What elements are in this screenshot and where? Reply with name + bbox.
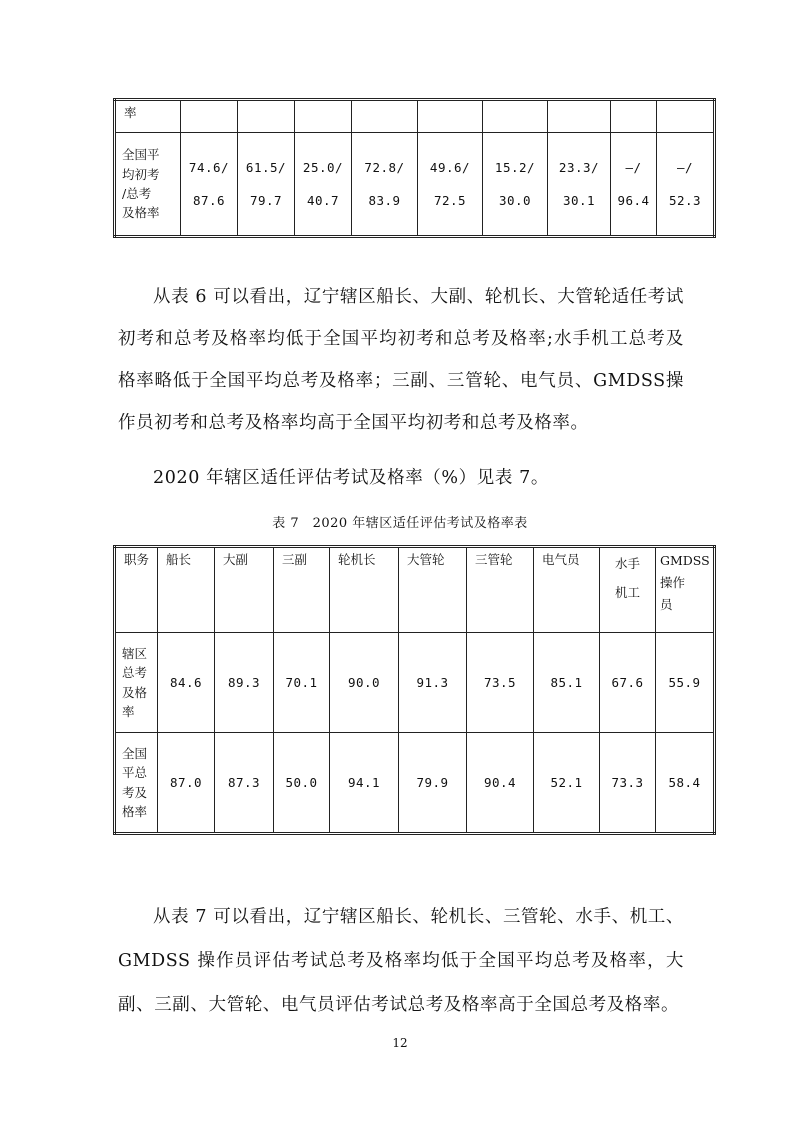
row-label: 全国 平总 考及 格率 — [115, 733, 158, 834]
table-cell: 87.3 — [215, 733, 274, 834]
table-cell: 58.4 — [656, 733, 715, 834]
table-6-continuation — [113, 98, 716, 238]
table-cell: 90.4 — [467, 733, 534, 834]
table-cell: 70.1 — [274, 633, 330, 733]
row-label-national: 全国平 均初考 /总考 及格率 — [115, 133, 181, 237]
table-cell: 61.5/ 79.7 — [238, 133, 295, 237]
table-header-row — [115, 547, 715, 633]
table-row — [115, 100, 715, 133]
paragraph-3 — [118, 895, 684, 1027]
table-cell: 85.1 — [534, 633, 600, 733]
table-row — [115, 633, 715, 733]
table-cell: 79.9 — [399, 733, 467, 834]
row-label: 辖区 总考 及格 率 — [115, 633, 158, 733]
table-row — [115, 133, 715, 237]
table-cell: 55.9 — [656, 633, 715, 733]
column-header: 轮机长 — [330, 547, 399, 633]
column-header: 大管轮 — [399, 547, 467, 633]
table-cell: 49.6/ 72.5 — [418, 133, 483, 237]
table-cell: 90.0 — [330, 633, 399, 733]
table-7-caption: 表 7 2020 年辖区适任评估考试及格率表 — [272, 516, 528, 531]
column-header: 大副 — [215, 547, 274, 633]
column-header: 水手 机工 — [600, 547, 656, 633]
table-cell: 73.3 — [600, 733, 656, 834]
table-cell: 25.0/ 40.7 — [295, 133, 352, 237]
table-cell: 87.0 — [158, 733, 215, 834]
table-cell: 89.3 — [215, 633, 274, 733]
paragraph-1 — [118, 276, 684, 444]
table-cell: —/ 52.3 — [657, 133, 715, 237]
table-7 — [113, 545, 716, 835]
column-header: 船长 — [158, 547, 215, 633]
table-cell: 67.6 — [600, 633, 656, 733]
paragraph-text: 从表 7 可以看出，辽宁辖区船长、轮机长、三管轮、水手、机工、GMDSS 操作员评估考试总考及格率均低于全国平均总考及格率，大副、三副、大管轮、电气员评估考试总考及格率高于全国总考及格率。 — [118, 907, 684, 1015]
table-cell: 52.1 — [534, 733, 600, 834]
table-cell: 94.1 — [330, 733, 399, 834]
table-row — [115, 733, 715, 834]
page-number: 12 — [392, 1036, 408, 1050]
column-header: 职务 — [115, 547, 158, 633]
paragraph-2 — [118, 457, 684, 499]
column-header: 电气员 — [534, 547, 600, 633]
column-header: 三副 — [274, 547, 330, 633]
table-cell: 73.5 — [467, 633, 534, 733]
column-header: GMDSS 操作 员 — [656, 547, 715, 633]
table-cell: 15.2/ 30.0 — [483, 133, 548, 237]
table-cell: 91.3 — [399, 633, 467, 733]
table-cell: 84.6 — [158, 633, 215, 733]
table-cell: —/ 96.4 — [611, 133, 657, 237]
table-cell: 23.3/ 30.1 — [548, 133, 611, 237]
row-label-cont: 率 — [115, 100, 181, 133]
paragraph-text: 从表 6 可以看出，辽宁辖区船长、大副、轮机长、大管轮适任考试初考和总考及格率均低于全国平均初考和总考及格率;水手机工总考及格率略低于全国平均总考及格率；三副、三管轮、电气员、GMDSS操作员初考和总考及格率均高于全国平均初考和总考及格率。 — [118, 287, 684, 433]
column-header: 三管轮 — [467, 547, 534, 633]
paragraph-text: 2020 年辖区适任评估考试及格率（%）见表 7。 — [153, 468, 549, 488]
table-cell: 74.6/ 87.6 — [181, 133, 238, 237]
table-cell: 72.8/ 83.9 — [352, 133, 418, 237]
table-cell: 50.0 — [274, 733, 330, 834]
